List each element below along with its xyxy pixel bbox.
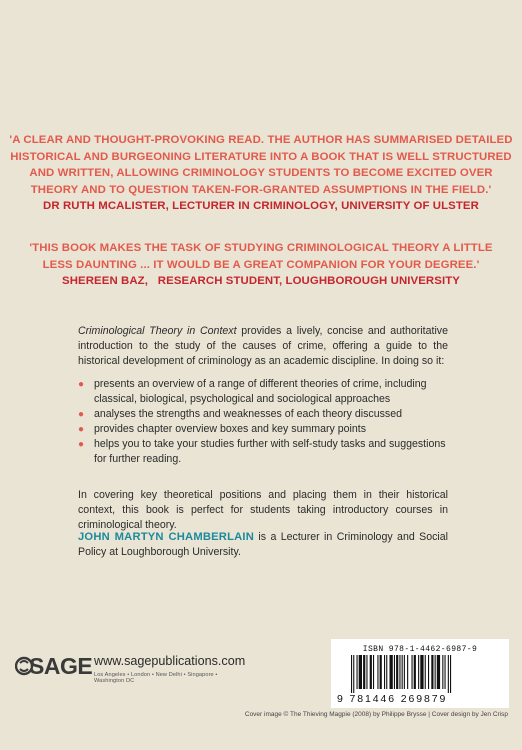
intro-text: provides a lively, concise and authoritative introduction to the study of the causes of crime, offering a guide to the historical development of criminology as an academic discipline. In doing so it: (78, 325, 448, 367)
quote-1-line: HISTORICAL AND BURGEONING LITERATURE INTO A BOOK THAT IS WELL STRUCTURED (10, 150, 512, 163)
author-bio-text: is a Lecturer in Criminology and Social Policy at Loughborough University. (78, 531, 448, 558)
bullet-icon: ● (78, 424, 85, 435)
barcode-bar (420, 655, 423, 689)
quote-2-line: LESS DAUNTING ... IT WOULD BE A GREAT COMPANION FOR YOUR DEGREE.' (42, 258, 480, 271)
barcode-bar (386, 655, 387, 689)
barcode-bar (384, 655, 385, 689)
barcode-bar (390, 655, 393, 689)
feature-list (78, 377, 453, 467)
barcode-bar (370, 655, 372, 689)
barcode-bar (437, 655, 440, 689)
barcode-bar (377, 655, 378, 689)
publisher-logo (15, 652, 246, 698)
barcode-digits: 9 781446 269879 (337, 693, 448, 705)
book-title: Criminological Theory in Context (78, 325, 237, 337)
publisher-cities: Los Angeles • London • New Delhi • Singapore • Washington DC (94, 672, 218, 684)
review-quote-1 (0, 132, 522, 215)
isbn-label: ISBN 978-1-4462-6987-9 (362, 645, 478, 654)
sage-logo (15, 652, 91, 686)
cover-credit: Cover image © The Thieving Magpie (2008) by Philippe Brysse | Cover design by Jen Crisp (244, 711, 508, 718)
barcode-bar (394, 655, 395, 689)
bullet-icon: ● (78, 409, 85, 420)
list-item (78, 407, 453, 422)
bullet-icon: ● (78, 439, 85, 450)
barcode-bar (431, 655, 433, 689)
sage-logo-text: SAGE (29, 653, 93, 679)
barcode-bar (396, 655, 398, 689)
list-item-text: presents an overview of a range of different theories of crime, including classical, biological, psychological and sociological approaches (94, 378, 427, 405)
quote-2-attribution: SHEREEN BAZ, RESEARCH STUDENT, LOUGHBOROUGH UNIVERSITY (62, 275, 460, 288)
bullet-icon: ● (78, 379, 85, 390)
barcode-bar (412, 655, 413, 689)
list-item-text: analyses the strengths and weaknesses of each theory discussed (94, 408, 402, 420)
intro-paragraph (78, 324, 448, 369)
author-bio (78, 530, 448, 560)
list-item (78, 377, 453, 407)
barcode-bar (428, 655, 429, 689)
barcode-bar (418, 655, 419, 689)
barcode-bar (445, 655, 446, 689)
barcode-bar (425, 655, 426, 689)
quote-1-line: 'A CLEAR AND THOUGHT-PROVOKING READ. THE AUTHOR HAS SUMMARISED DETAILED (9, 134, 513, 146)
closing-paragraph: In covering key theoretical positions and placing them in their historical context, this book is perfect for students taking introductory courses in criminological theory. (78, 489, 448, 531)
quote-2-line: 'THIS BOOK MAKES THE TASK OF STUDYING CRIMINOLOGICAL THEORY A LITTLE (29, 242, 493, 254)
review-quote-2 (0, 240, 522, 290)
barcode-bar (442, 655, 443, 689)
author-name: JOHN MARTYN CHAMBERLAIN (78, 531, 254, 543)
barcode-bar (448, 655, 449, 693)
quote-1-line: AND WRITTEN, ALLOWING CRIMINOLOGY STUDENTS TO BECOME EXCITED OVER (29, 167, 493, 180)
barcode-bar (414, 655, 416, 689)
barcode-bar (351, 655, 352, 693)
barcode-bars (349, 655, 491, 693)
barcode-bar (402, 655, 403, 689)
barcode-bar (380, 655, 382, 689)
barcode-bar (357, 655, 358, 689)
barcode-bar (404, 655, 405, 689)
barcode-bar (366, 655, 367, 689)
barcode-bar (399, 655, 400, 689)
list-item (78, 437, 453, 467)
list-item-text: helps you to take your studies further with self-study tasks and suggestions for further reading. (94, 438, 446, 465)
quote-1-line: THEORY AND TO QUESTION TAKEN-FOR-GRANTED ASSUMPTIONS IN THE FIELD.' (30, 183, 492, 196)
publisher-url: www.sagepublications.com (94, 654, 246, 668)
barcode-bar (373, 655, 374, 689)
barcode-bar (359, 655, 362, 689)
barcode-bar (363, 655, 365, 689)
barcode-bar (435, 655, 436, 689)
barcode-bar (407, 655, 408, 689)
barcode-bar (450, 655, 451, 693)
quote-1-attribution: DR RUTH MCALISTER, LECTURER IN CRIMINOLOGY, UNIVERSITY OF ULSTER (43, 200, 479, 213)
barcode-bar (353, 655, 354, 693)
list-item (78, 422, 453, 437)
list-item-text: provides chapter overview boxes and key summary points (94, 423, 367, 435)
isbn-barcode (331, 639, 509, 708)
